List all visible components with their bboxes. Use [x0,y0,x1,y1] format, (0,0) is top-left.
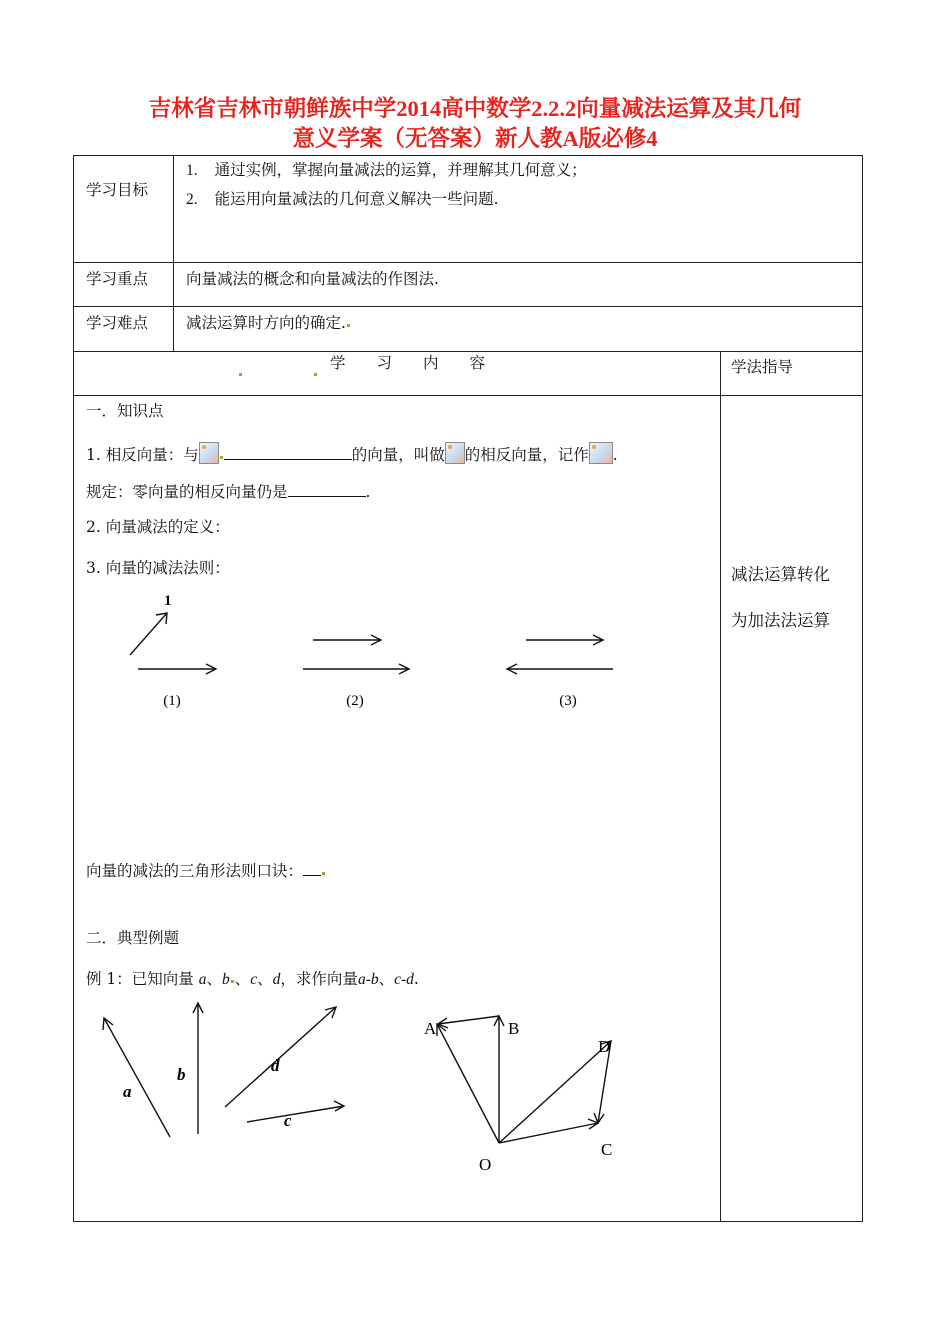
example-1-end: . [413,970,419,988]
fig1-arrow-tip-mark: 1 [164,593,172,609]
point-label-B: B [508,1019,520,1038]
vector-c: c [250,971,258,988]
goal-item-1-text: 通过实例，掌握向量减法的运算，并理解其几何意义； [214,161,587,179]
point-label-C: C [601,1140,613,1159]
separator: 、 [378,970,395,988]
example-1-mid: ，求作向量 [280,970,358,988]
opposite-vector-prefix: 1. 相反向量：与 [86,446,199,464]
label-vector-c: c [284,1111,292,1130]
example-1-prefix: 例 1：已知向量 [86,970,194,988]
opposite-vector-mid-2: 的相反向量，记作 [464,446,589,464]
vector-OA [437,1024,499,1143]
zero-vector-rule-prefix: 规定：零向量的相反向量仍是 [86,483,288,501]
figure-label-2: (2) [346,693,364,709]
vector-b: b [222,971,230,988]
section-2-heading: 二．典型例题 [86,929,180,947]
point-label-O: O [479,1155,492,1174]
guide-note-line-1: 减法运算转化 [731,565,830,584]
figure-label-3: (3) [559,693,577,709]
separator: 、 [257,970,273,988]
content-header: 学 习 内 容 [330,354,486,372]
point-label-A: A [424,1019,437,1038]
focus-label: 学习重点 [86,270,149,288]
zero-vector-rule-end: . [365,483,371,501]
focus-text: 向量减法的概念和向量减法的作图法. [186,270,439,288]
arrowhead [334,1101,344,1111]
title-line-2: 意义学案（无答案）新人教A版必修4 [292,126,658,151]
label-vector-b: b [177,1065,186,1084]
figure-label-1: (1) [163,693,181,709]
opposite-vector-mid-1: 的向量，叫做 [351,446,445,464]
expression-a-minus-b: a-b [357,971,379,988]
expression-c-minus-d: c-d [394,971,414,988]
goal-item-2-text: 能运用向量减法的几何意义解决一些问题. [214,190,499,208]
vector-d: d [272,971,281,988]
vector-d-arrow [225,1007,336,1107]
guide-header: 学法指导 [731,358,794,376]
difficulty-label: 学习难点 [86,314,149,332]
triangle-rule-text: 向量的减法的三角形法则口诀： [86,862,304,880]
vector-c-arrow [247,1106,344,1122]
label-vector-a: a [123,1082,132,1101]
subtraction-rules: 3. 向量的减法法则： [86,559,230,577]
goal-label: 学习目标 [86,181,149,199]
goal-item-1-number: 1. [186,162,198,179]
goal-item-2-number: 2. [186,191,198,208]
separator: 、 [206,970,222,988]
opposite-vector-end: . [612,446,618,464]
difficulty-text-content: 减法运算时方向的确定. [186,314,346,332]
vector-BA [438,1016,499,1024]
separator: 、 [234,970,251,988]
title-line-1: 吉林省吉林市朝鲜族中学2014高中数学2.2.2向量减法运算及其几何 [148,96,802,121]
section-1-heading: 一．知识点 [86,402,164,420]
vector-a: a [198,971,207,988]
point-label-D: D [598,1037,611,1056]
guide-note-line-2: 为加法法运算 [731,611,830,630]
vector-OC [499,1123,598,1143]
subtraction-definition: 2. 向量减法的定义： [86,518,230,536]
vector-a-arrow [104,1018,170,1137]
label-vector-d: d [271,1056,280,1075]
vector-OD [499,1041,611,1143]
